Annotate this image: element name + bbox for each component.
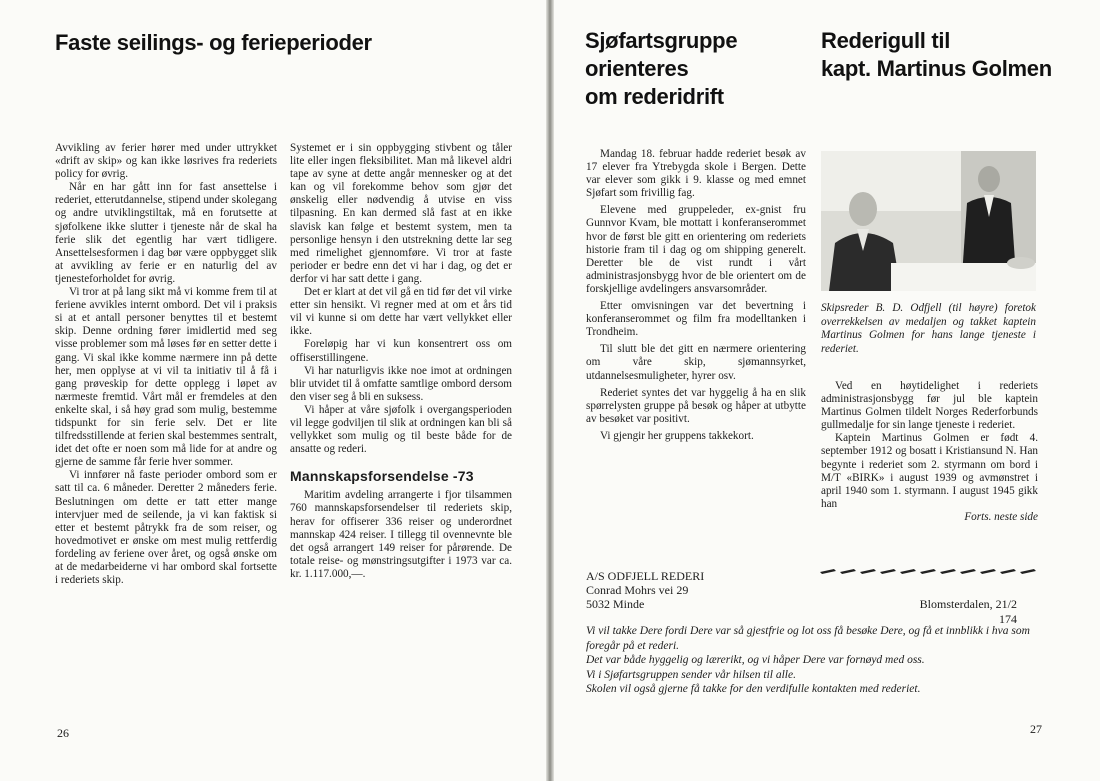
paragraph: Avvikling av ferier hører med under uttrykket «drift av skip» og kan ikke løsrives fra rederiets policy for øvrig. [55, 142, 277, 181]
thank-you-card [586, 624, 1038, 697]
right-column-2 [821, 380, 1038, 524]
paragraph: Foreløpig har vi kun konsentrert oss om offiserstillingene. [290, 338, 512, 364]
paragraph: Vi har naturligvis ikke noe imot at ordningen blir utvidet til å omfatte samtlige ombord dersom den viser seg å bli en suksess. [290, 364, 512, 403]
card-line: Skolen vil også gjerne få takke for den verdifulle kontakten med rederiet. [586, 683, 921, 695]
section-subheading: Mannskapsforsendelse -73 [290, 468, 474, 485]
award-photo-illustration [821, 151, 1036, 291]
card-line: Vi i Sjøfartsgruppen sender vår hilsen til alle. [586, 668, 796, 681]
paragraph: Til slutt ble det gitt en nærmere orientering om våre skip, sjømannsyrket, utdannelsesmuligheter, hyrer osv. [586, 343, 806, 382]
paragraph: Vi innfører nå faste perioder ombord som er satt til ca. 6 måneder. Deretter 2 måneders ferie. Beslutningen om dette er tatt etter mange intervjuer med de seilende, ja vi kan faktisk si etter et bestemt påtrykk fra de som reiser, og hovedmotivet er ønske om mest mulig rettferdig fordeling av feriene over året, og også ønske om at de medarbeiderne vi har ombord skal fortsette i rederiets skip. [55, 469, 277, 587]
place-date: Blomsterdalen, 21/2 174 [919, 597, 1017, 626]
left-column-1 [55, 142, 277, 587]
paragraph: Rederiet syntes det var hyggelig å ha en slik spørrelysten gruppe på besøk og håper at utbytte av besøket var positivt. [586, 386, 806, 425]
paragraph: Det er klart at det vil gå en tid før det vil virke etter sin hensikt. Vi regner med at om et års tid vil vi kunne si om dette har vært vellykket eller ikke. [290, 286, 512, 338]
paragraph: Vi gjengir her gruppens takkekort. [600, 429, 754, 442]
left-page-heading: Faste seilings- og ferieperioder [55, 30, 372, 55]
award-photo [821, 151, 1036, 291]
address-line: 5032 Minde [586, 597, 645, 611]
right-column-1 [586, 148, 806, 443]
address-line: Conrad Mohrs vei 29 [586, 583, 689, 597]
card-line: Det var både hyggelig og lærerikt, og vi håper Dere var fornøyd med oss. [586, 654, 925, 666]
paragraph: Vi håper at våre sjøfolk i overgangsperioden vil legge godviljen til slik at ordningen kan bli så vellykket som mulig og til beste både for de ansatte og rederi. [290, 403, 512, 456]
paragraph: Elevene med gruppeleder, ex-gnist fru Gunnvor Kvam, ble mottatt i konferanserommet hvor de først ble gitt en orientering om rederiets historie fram til i dag og om shipping generelt. Deretter ble de vist rundt i vårt administrasjonsbygg hvor de ble orientert om de forskjellige avdelingers ansvarsområder. [586, 204, 806, 295]
paragraph: Etter omvisningen var det bevertning i konferanserommet og film fra modelltanken i Trondheim. [586, 300, 806, 339]
left-column-2 [290, 142, 512, 581]
paragraph: Når en har gått inn for fast ansettelse i rederiet, etterutdannelse, stipend under skolegang og andre utviklingstiltak, må en forutsette at sjøfolkene ikke slutter i tjeneste når de skal ha ferie slik det egentlig har vært tidligere. Ansettelsesformen i dag bør være oppbygget slik at avvikling av ferie er en naturlig del av tjenesteforholdet for øvrig. [55, 181, 277, 285]
paragraph: Maritim avdeling arrangerte i fjor tilsammen 760 mannskapsforsendelser til rederiets skip, herav for offiserer 336 reiser og underordnet mannskap 424 reiser. I tillegg til ovennevnte ble det også arrangert 149 reiser for pårørende. De totale reise- og mønstringsutgifter i 1973 var ca. kr. 1.117.000,—. [290, 489, 512, 580]
decorative-dash-rule [820, 567, 1038, 575]
address-line: A/S ODFJELL REDERI [586, 569, 705, 583]
continued-note: Forts. neste side [964, 510, 1038, 523]
page-number-left: 26 [57, 726, 69, 740]
paragraph: Systemet er i sin oppbygging stivbent og tåler lite eller ingen fleksibilitet. Man må likevel aldri tape av syne at dette angår mennesker og at det kan og vil forekomme behov som gjør det ønskelig eller nødvendig å utvise en viss tilpasning. En kan dermed slå fast at en ikke slavisk kan følge et bestemt system, men ta personlige hensyn i den utstrekning dette lar seg med rimelighet gjennomføre. Vi tror at faste perioder er bedre enn det vi har i dag, og det er derfor vi har satt dette i gang. [290, 142, 512, 285]
paragraph: Vi tror at på lang sikt må vi komme frem til at feriene avvikles internt ombord. Det vil i praksis si at et antall personer benyttes til et bestemt skip. Denne ordning fører imidlertid med seg visse problemer som må løses før en setter dette i gang. Vi skal ikke komme nærmere inn på dette her, men opplyse at vi vil ta initiativ til å få i gang prøveskip for dette opplegg i løpet av nærmeste fremtid. Vårt mål er fremdeles at den enkelte skal, i så høy grad som mulig, bestemme tidspunkt for sin ferie selv. Det er lite tilfredsstillende at ferien skal bestemmes sentralt, idet det ofte er noen som må lide for at andre og gjerne de samme får ferie hver sommer. [55, 286, 277, 469]
right-heading-rederigull: Rederigull til kapt. Martinus Golmen [821, 28, 1052, 81]
sender-address [586, 569, 704, 611]
paragraph: Mandag 18. februar hadde rederiet besøk av 17 elever fra Ytrebygda skole i Bergen. Dette var elever som gikk i 9. klasse og med emnet Sjøfart som frivillig fag. [586, 148, 806, 200]
paragraph: Ved en høytidelighet i rederiets administrasjonsbygg før jul ble kaptein Martinus Golmen tildelt Norges Rederforbunds gullmedalje for sin lange tjeneste i rederiet. [821, 380, 1038, 432]
page-number-right: 27 [1030, 722, 1042, 736]
card-line: Vi vil takke Dere fordi Dere var så gjestfrie og lot oss få besøke Dere, og få et innblikk i hva som foregår på et rederi. [586, 625, 1030, 652]
book-gutter [546, 0, 554, 781]
right-heading-sjofartsgruppe: Sjøfartsgruppe orienteres om rederidrift [585, 28, 738, 109]
paragraph: Kaptein Martinus Golmen er født 4. september 1912 og bosatt i Kristiansund N. Han begynte i rederiet som 2. styrmann om bord i M/T «BIRK» i august 1939 og avmønstret i april 1940 som 1. styrmann. I august 1945 gikk han [821, 432, 1038, 510]
photo-caption: Skipsreder B. D. Odfjell (til høyre) foretok overrekkelsen av medaljen og takket kaptein Martinus Golmen for hans lange tjeneste i rederiet. [821, 302, 1036, 355]
